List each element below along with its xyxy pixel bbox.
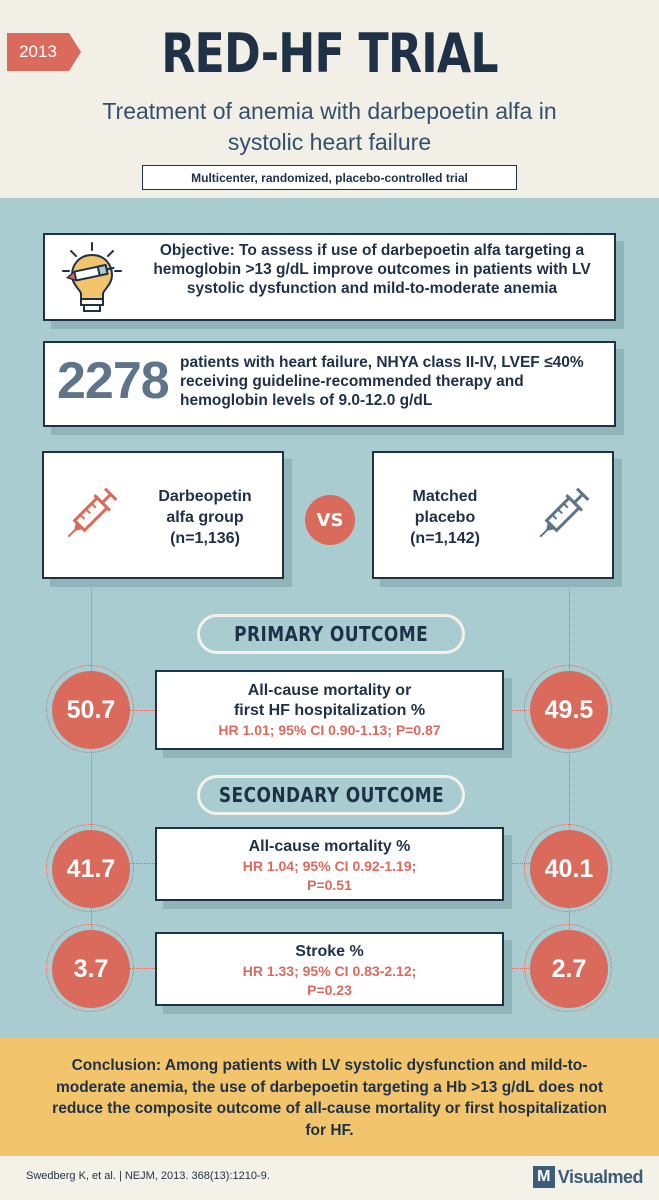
mortality-outcome-stat-2: P=0.51 (307, 877, 352, 893)
mortality-outcome-box (155, 827, 504, 901)
stroke-outcome-box (155, 932, 504, 1006)
conclusion-panel (0, 1038, 659, 1156)
main-panel (0, 198, 659, 1038)
conclusion-text: Conclusion: Among patients with LV systolic dysfunction and mild-to-moderate anemia, the use of darbepoetin targeting a Hb >13 g/dL does not reduce the composite outcome of all-cause mortality or first hospitalization for HF. (52, 1057, 607, 1139)
mortality-right-value: 40.1 (530, 830, 608, 908)
stroke-outcome-stat-2: P=0.23 (307, 982, 352, 998)
stroke-right-value: 2.7 (530, 930, 608, 1008)
stroke-left-value: 3.7 (52, 930, 130, 1008)
brand-name: Visualmed (557, 1166, 643, 1187)
placebo-group-label (380, 486, 510, 549)
primary-outcome-heading (197, 614, 465, 654)
placebo-group-box (372, 451, 614, 579)
trial-design-label: Multicenter, randomized, placebo-controlled trial (142, 165, 517, 190)
mortality-left-value: 41.7 (52, 830, 130, 908)
syringe-icon (532, 479, 598, 545)
citation: Swedberg K, et al. | NEJM, 2013. 368(13):1210-9. (26, 1170, 270, 1182)
primary-right-value: 49.5 (530, 671, 608, 749)
primary-outcome-box (155, 670, 504, 750)
population-text: patients with heart failure, NHYA class II-IV, LVEF ≤40% receiving guideline-recommended therapy and hemoglobin levels of 9.0-12.0 g/dL (180, 354, 584, 409)
mortality-outcome-stat-1: HR 1.04; 95% CI 0.92-1.19; (242, 858, 417, 874)
primary-outcome-title-2: first HF hospitalization % (233, 702, 426, 719)
primary-outcome-title-1: All-cause mortality or (247, 682, 412, 699)
page-subtitle: Treatment of anemia with darbepoetin alfa in systolic heart failure (102, 98, 557, 155)
brand-mark-icon: M (533, 1166, 555, 1188)
year-tag: 2013 (7, 33, 69, 71)
primary-outcome-stat: HR 1.01; 95% CI 0.90-1.13; P=0.87 (218, 722, 441, 738)
placebo-group-n: (n=1,142) (410, 530, 480, 547)
objective-box (43, 233, 616, 321)
darbepoetin-group-line2: alfa group (166, 509, 244, 526)
darbepoetin-group-label (140, 486, 270, 549)
stroke-outcome-title: Stroke % (295, 943, 364, 960)
population-box (43, 341, 616, 427)
mortality-outcome-title: All-cause mortality % (248, 838, 411, 855)
darbepoetin-group-n: (n=1,136) (170, 530, 240, 547)
page-title: RED-HF TRIAL (161, 22, 498, 85)
primary-outcome-heading-text: PRIMARY OUTCOME (233, 622, 429, 646)
footer (0, 1156, 659, 1200)
primary-left-value: 50.7 (52, 671, 130, 749)
brand-logo (533, 1166, 643, 1188)
placebo-group-line2: placebo (414, 509, 476, 526)
patient-count: 2278 (57, 352, 169, 410)
darbepoetin-group-box (42, 451, 284, 579)
secondary-outcome-heading-text: SECONDARY OUTCOME (218, 783, 444, 807)
lightbulb-icon (59, 241, 125, 315)
secondary-outcome-heading (197, 775, 465, 815)
stroke-outcome-stat-1: HR 1.33; 95% CI 0.83-2.12; (242, 963, 417, 979)
syringe-icon (60, 479, 126, 545)
darbepoetin-group-line1: Darbeopetin (158, 488, 252, 505)
header (0, 0, 659, 198)
vs-badge: VS (305, 495, 355, 545)
objective-text: Objective: To assess if use of darbepoetin alfa targeting a hemoglobin >13 g/dL improve outcomes in patients with LV systolic dysfunction and mild-to-moderate anemia (153, 242, 591, 297)
placebo-group-line1: Matched (412, 488, 478, 505)
